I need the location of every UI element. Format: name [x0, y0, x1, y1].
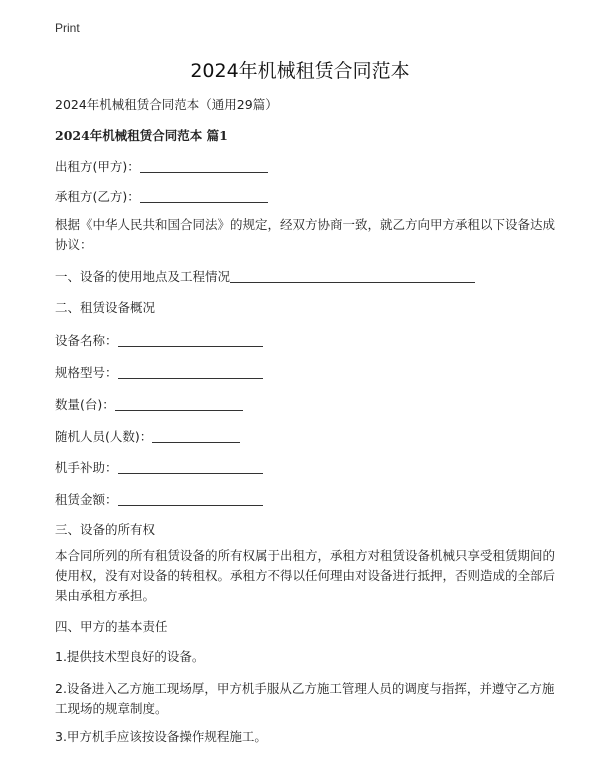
- field-blank: [118, 364, 263, 379]
- lessor-blank: [140, 158, 268, 173]
- field-blank: [118, 459, 263, 474]
- clause-4-item: 2.设备进入乙方施工现场厚，甲方机手服从乙方施工管理人员的调度与指挥，并遵守乙方施工现场的规章制度。: [55, 681, 555, 716]
- clause-4-item: 1.提供技术型良好的设备。: [55, 649, 205, 664]
- field-label: 数量(台)：: [55, 397, 115, 412]
- lessor-label: 出租方(甲方)：: [55, 159, 140, 174]
- lessee-blank: [140, 188, 268, 203]
- print-label[interactable]: Print: [55, 21, 80, 35]
- clause-1-blank: [230, 268, 475, 283]
- clause-4-heading: 四、甲方的基本责任: [55, 619, 168, 634]
- page-title: 2024年机械租赁合同范本: [190, 60, 410, 82]
- clause-2-heading: 二、租赁设备概况: [55, 300, 156, 315]
- field-row-rental-amount: [55, 490, 263, 508]
- field-row-personnel: [55, 427, 240, 445]
- document-subtitle: 2024年机械租赁合同范本（通用29篇）: [55, 97, 278, 112]
- field-blank: [115, 396, 243, 411]
- clause-3-heading: 三、设备的所有权: [55, 522, 156, 537]
- field-label: 机手补助：: [55, 460, 118, 475]
- field-row-quantity: [55, 395, 243, 413]
- field-label: 设备名称：: [55, 333, 118, 348]
- section-heading: 2024年机械租赁合同范本 篇1: [55, 128, 228, 143]
- clause-1-label: 一、设备的使用地点及工程情况: [55, 269, 231, 284]
- lessee-row: [55, 187, 268, 205]
- field-row-equipment-name: [55, 331, 263, 349]
- intro-paragraph: 根据《中华人民共和国合同法》的规定，经双方协商一致，就乙方向甲方承租以下设备达成协议：: [55, 217, 556, 252]
- field-label: 随机人员(人数)：: [55, 429, 153, 444]
- clause-4-item: 3.甲方机手应该按设备操作规程施工。: [55, 729, 267, 744]
- clause-1-row: [55, 267, 475, 285]
- field-blank: [152, 428, 240, 443]
- field-row-model: [55, 363, 263, 381]
- lessee-label: 承租方(乙方)：: [55, 189, 140, 204]
- field-blank: [118, 491, 263, 506]
- field-label: 租赁金额：: [55, 492, 118, 507]
- field-label: 规格型号：: [55, 365, 118, 380]
- field-blank: [118, 332, 263, 347]
- field-row-operator-subsidy: [55, 458, 263, 476]
- clause-3-paragraph: 本合同所列的所有租赁设备的所有权属于出租方，承租方对租赁设备机械只享受租赁期间的使用权，没有对设备的转租权。承租方不得以任何理由对设备进行抵押，否则造成的全部后果由承租方承担。: [55, 548, 556, 603]
- lessor-row: [55, 157, 268, 175]
